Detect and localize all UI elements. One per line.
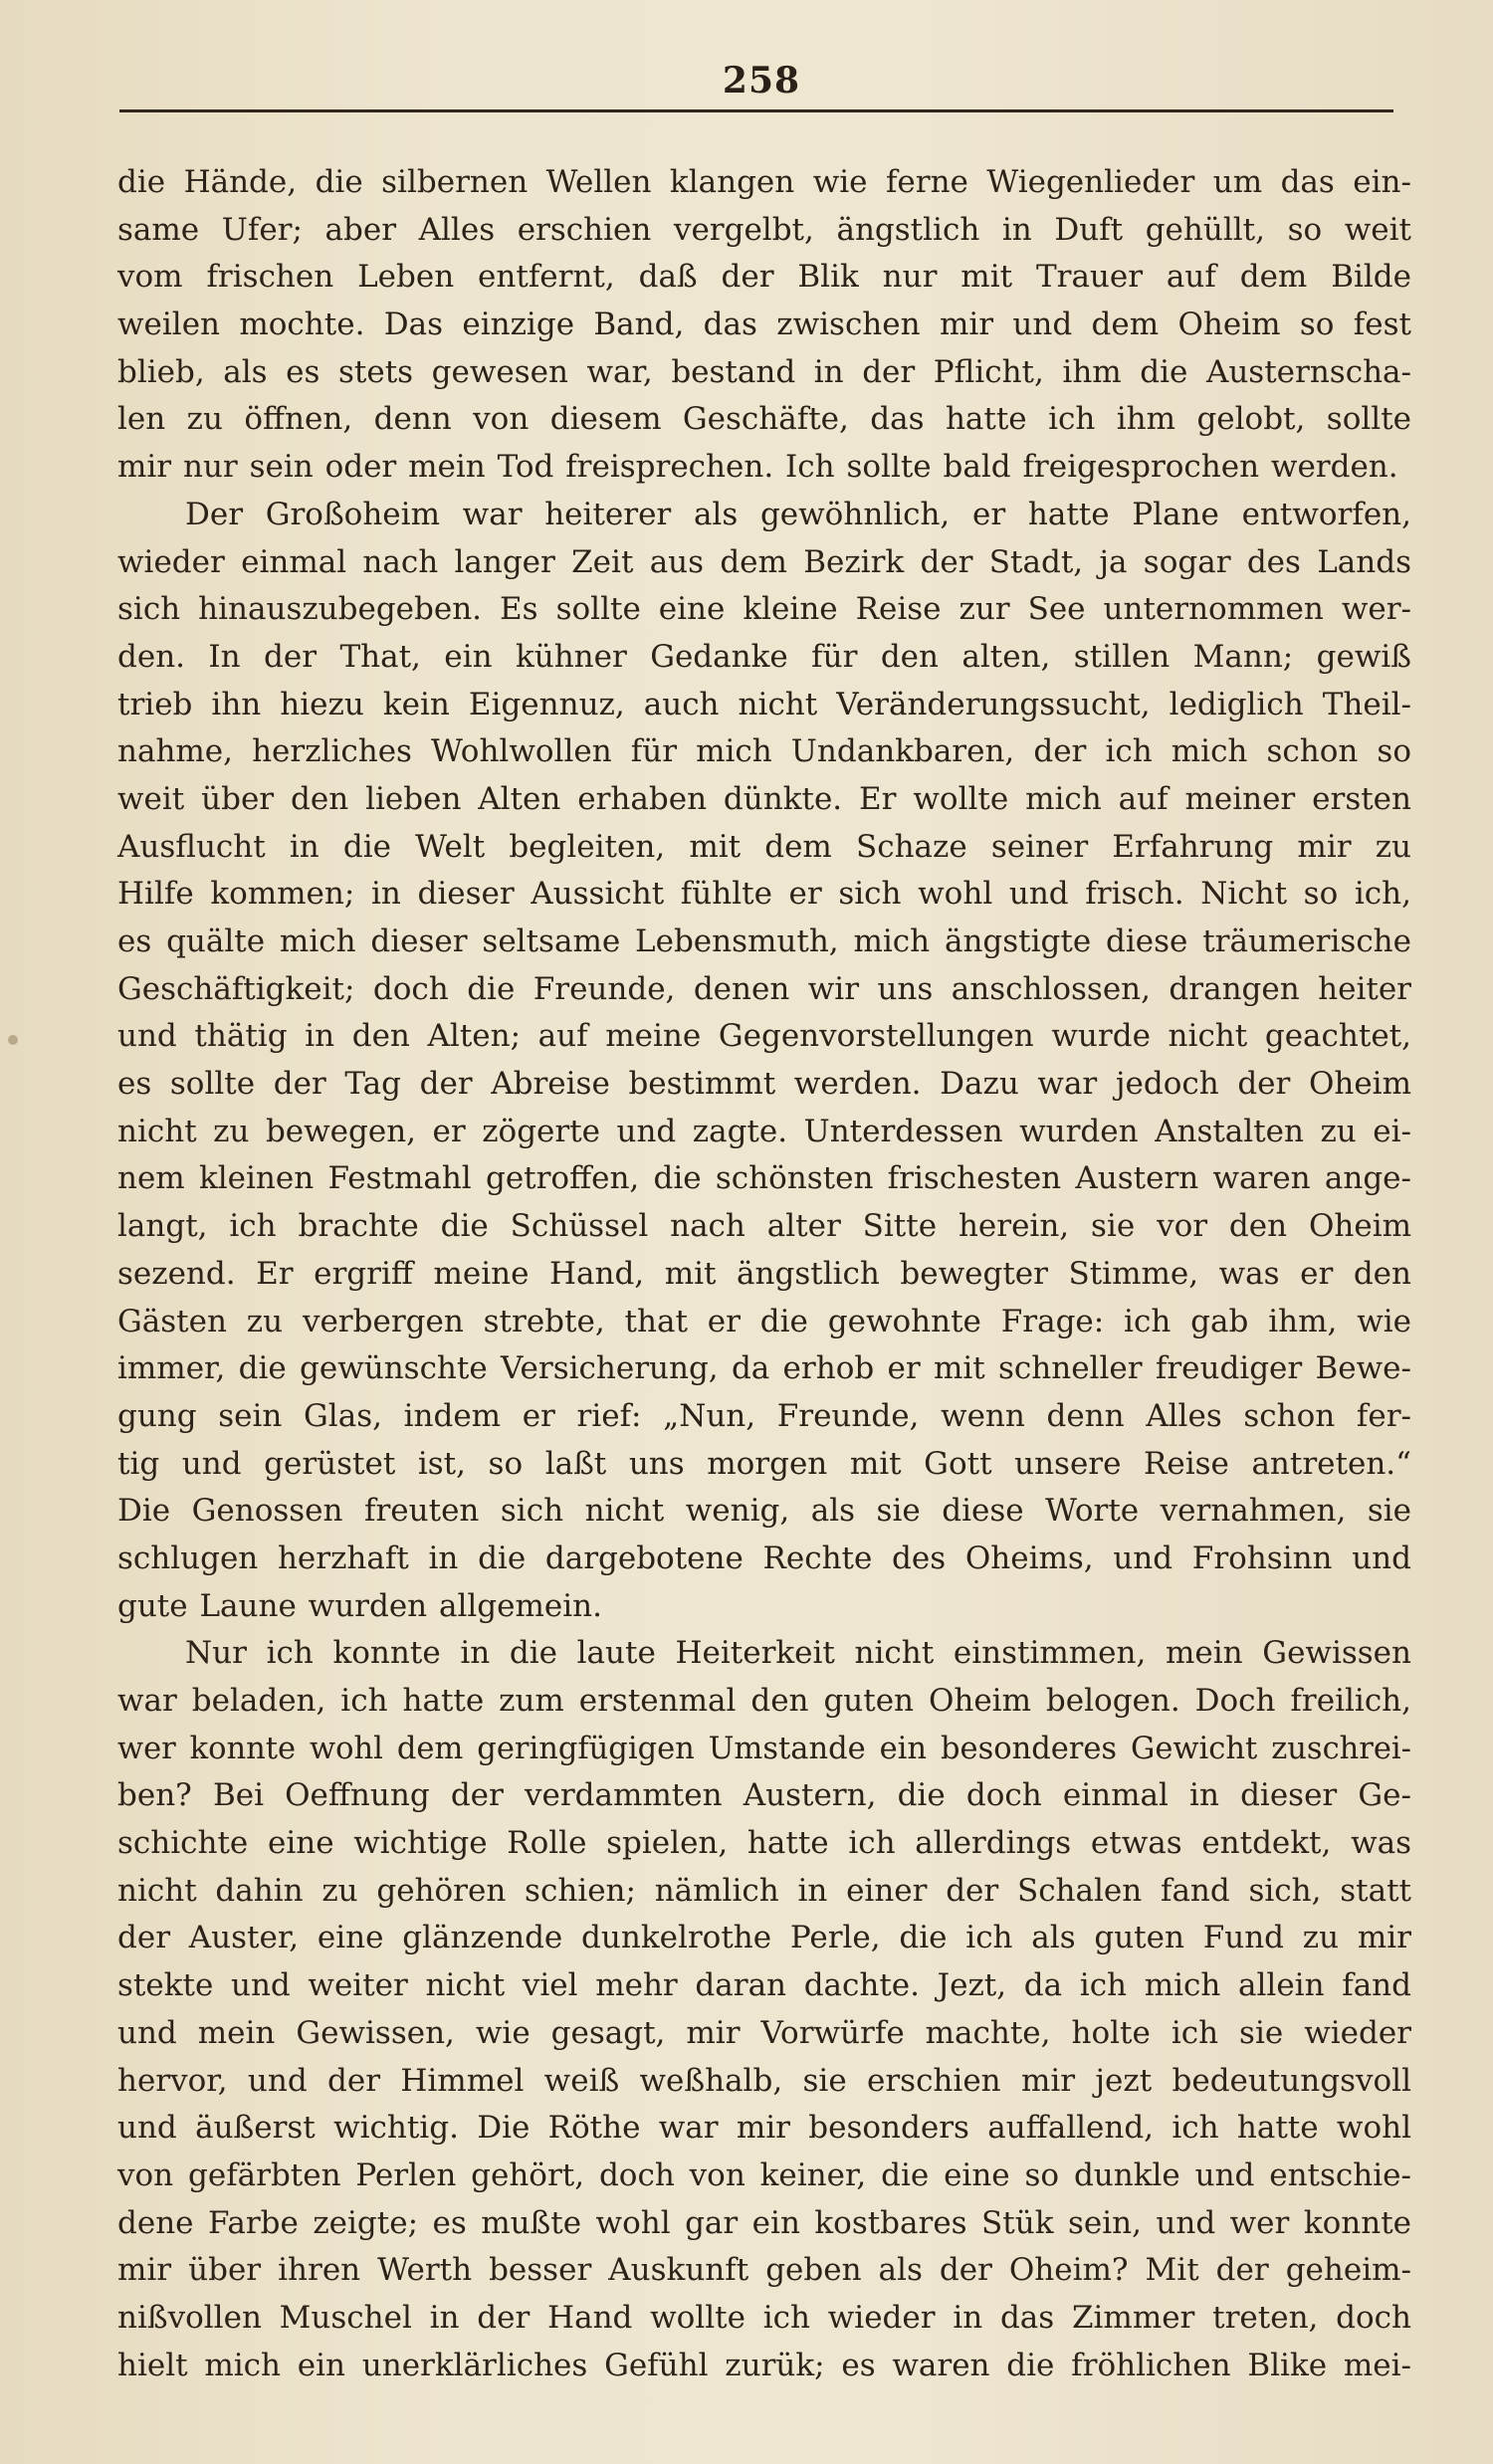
text-line: sich hinauszubegeben. Es sollte eine kleine Reise zur See unternommen wer-: [117, 591, 1411, 628]
text-line: der Auster, eine glänzende dunkelrothe Perle, die ich als guten Fund zu mir: [117, 1920, 1411, 1956]
text-line: vom frischen Leben entfernt, daß der Blik nur mit Trauer auf dem Bilde: [117, 259, 1411, 296]
text-line: es quälte mich dieser seltsame Lebensmuth, mich ängstigte diese träumerische: [117, 924, 1411, 959]
text-line: schlugen herzhaft in die dargebotene Rechte des Oheims, und Frohsinn und: [117, 1540, 1411, 1576]
text-line: mir nur sein oder mein Tod freisprechen. Ich sollte bald freigesprochen werden.: [117, 449, 1398, 486]
text-line: nißvollen Muschel in der Hand wollte ich wieder in das Zimmer treten, doch: [117, 2299, 1411, 2336]
text-line: gung sein Glas, indem er rief: „Nun, Freunde, wenn denn Alles schon fer-: [117, 1397, 1411, 1434]
text-line: dene Farbe zeigte; es mußte wohl gar ein kostbares Stük sein, und wer konnte: [117, 2204, 1411, 2241]
text-line: Geschäftigkeit; doch die Freunde, denen wir uns anschlossen, drangen heiter: [117, 970, 1411, 1007]
text-line: und äußerst wichtig. Die Röthe war mir besonders auffallend, ich hatte wohl: [117, 2110, 1411, 2147]
text-line: trieb ihn hiezu kein Eigennuz, auch nicht Veränderungssucht, lediglich Theil-: [117, 686, 1411, 722]
text-line: den. In der That, ein kühner Gedanke für den alten, stillen Mann; gewiß: [117, 638, 1411, 675]
text-line: schichte eine wichtige Rolle spielen, hatte ich allerdings etwas entdekt, was: [117, 1825, 1411, 1862]
text-line: Hilfe kommen; in dieser Aussicht fühlte er sich wohl und frisch. Nicht so ich,: [117, 876, 1411, 913]
text-line: und mein Gewissen, wie gesagt, mir Vorwürfe machte, holte ich sie wieder: [117, 2014, 1411, 2051]
text-line: hervor, und der Himmel weiß weßhalb, sie erschien mir jezt bedeutungsvoll: [117, 2062, 1411, 2099]
text-line: stekte und weiter nicht viel mehr daran dachte. Jezt, da ich mich allein fand: [117, 1967, 1411, 2004]
text-line: Ausflucht in die Welt begleiten, mit dem Schaze seiner Erfahrung mir zu: [117, 828, 1411, 865]
text-line: nicht dahin zu gehören schien; nämlich in einer der Schalen fand sich, statt: [117, 1872, 1411, 1909]
text-line: Der Großoheim war heiterer als gewöhnlich, er hatte Plane entworfen,: [185, 496, 1411, 532]
text-line: same Ufer; aber Alles erschien vergelbt, ängstlich in Duft gehüllt, so weit: [117, 211, 1411, 248]
header-rule: [119, 109, 1393, 112]
text-line: wieder einmal nach langer Zeit aus dem Bezirk der Stadt, ja sogar des Lands: [117, 543, 1411, 580]
text-line: tig und gerüstet ist, so laßt uns morgen mit Gott unsere Reise antreten.“: [117, 1445, 1411, 1482]
text-line: Die Genossen freuten sich nicht wenig, als sie diese Worte vernahmen, sie: [117, 1493, 1411, 1530]
text-line: sezend. Er ergriff meine Hand, mit ängstlich bewegter Stimme, was er den: [117, 1255, 1411, 1292]
text-line: Nur ich konnte in die laute Heiterkeit nicht einstimmen, mein Gewissen: [185, 1635, 1411, 1672]
text-line: von gefärbten Perlen gehört, doch von keiner, die eine so dunkle und entschie-: [117, 2156, 1411, 2193]
text-line: len zu öffnen, denn von diesem Geschäfte, das hatte ich ihm gelobt, sollte: [117, 401, 1411, 438]
text-line: blieb, als es stets gewesen war, bestand in der Pflicht, ihm die Austernscha-: [117, 353, 1411, 390]
text-line: die Hände, die silbernen Wellen klangen wie ferne Wiegenlieder um das ein-: [117, 164, 1411, 200]
text-line: weilen mochte. Das einzige Band, das zwischen mir und dem Oheim so fest: [117, 307, 1411, 343]
page-number: 258: [722, 60, 801, 102]
text-line: es sollte der Tag der Abreise bestimmt werden. Dazu war jedoch der Oheim: [117, 1066, 1411, 1103]
text-line: hielt mich ein unerklärliches Gefühl zurük; es waren die fröhlichen Blike mei-: [117, 2347, 1411, 2383]
text-line: nicht zu bewegen, er zögerte und zagte. Unterdessen wurden Anstalten zu ei-: [117, 1113, 1411, 1149]
text-line: war beladen, ich hatte zum erstenmal den guten Oheim belogen. Doch freilich,: [117, 1683, 1411, 1719]
text-line: Gästen zu verbergen strebte, that er die gewohnte Frage: ich gab ihm, wie: [117, 1303, 1411, 1339]
text-line: gute Laune wurden allgemein.: [117, 1587, 602, 1624]
text-line: weit über den lieben Alten erhaben dünkte. Er wollte mich auf meiner ersten: [117, 780, 1411, 817]
text-line: nahme, herzliches Wohlwollen für mich Undankbaren, der ich mich schon so: [117, 733, 1411, 770]
text-line: nem kleinen Festmahl getroffen, die schönsten frischesten Austern waren ange-: [117, 1160, 1411, 1197]
text-line: wer konnte wohl dem geringfügigen Umstande ein besonderes Gewicht zuschrei-: [117, 1731, 1411, 1766]
paper-spot: [8, 1035, 18, 1045]
text-line: und thätig in den Alten; auf meine Gegenvorstellungen wurde nicht geachtet,: [117, 1018, 1411, 1055]
text-line: ben? Bei Oeffnung der verdammten Austern, die doch einmal in dieser Ge-: [117, 1777, 1411, 1814]
text-line: mir über ihren Werth besser Auskunft geben als der Oheim? Mit der geheim-: [117, 2252, 1411, 2289]
text-line: immer, die gewünschte Versicherung, da erhob er mit schneller freudiger Bewe-: [117, 1350, 1411, 1387]
body-text: [117, 159, 1411, 2389]
text-line: langt, ich brachte die Schüssel nach alter Sitte herein, sie vor den Oheim: [117, 1208, 1411, 1245]
